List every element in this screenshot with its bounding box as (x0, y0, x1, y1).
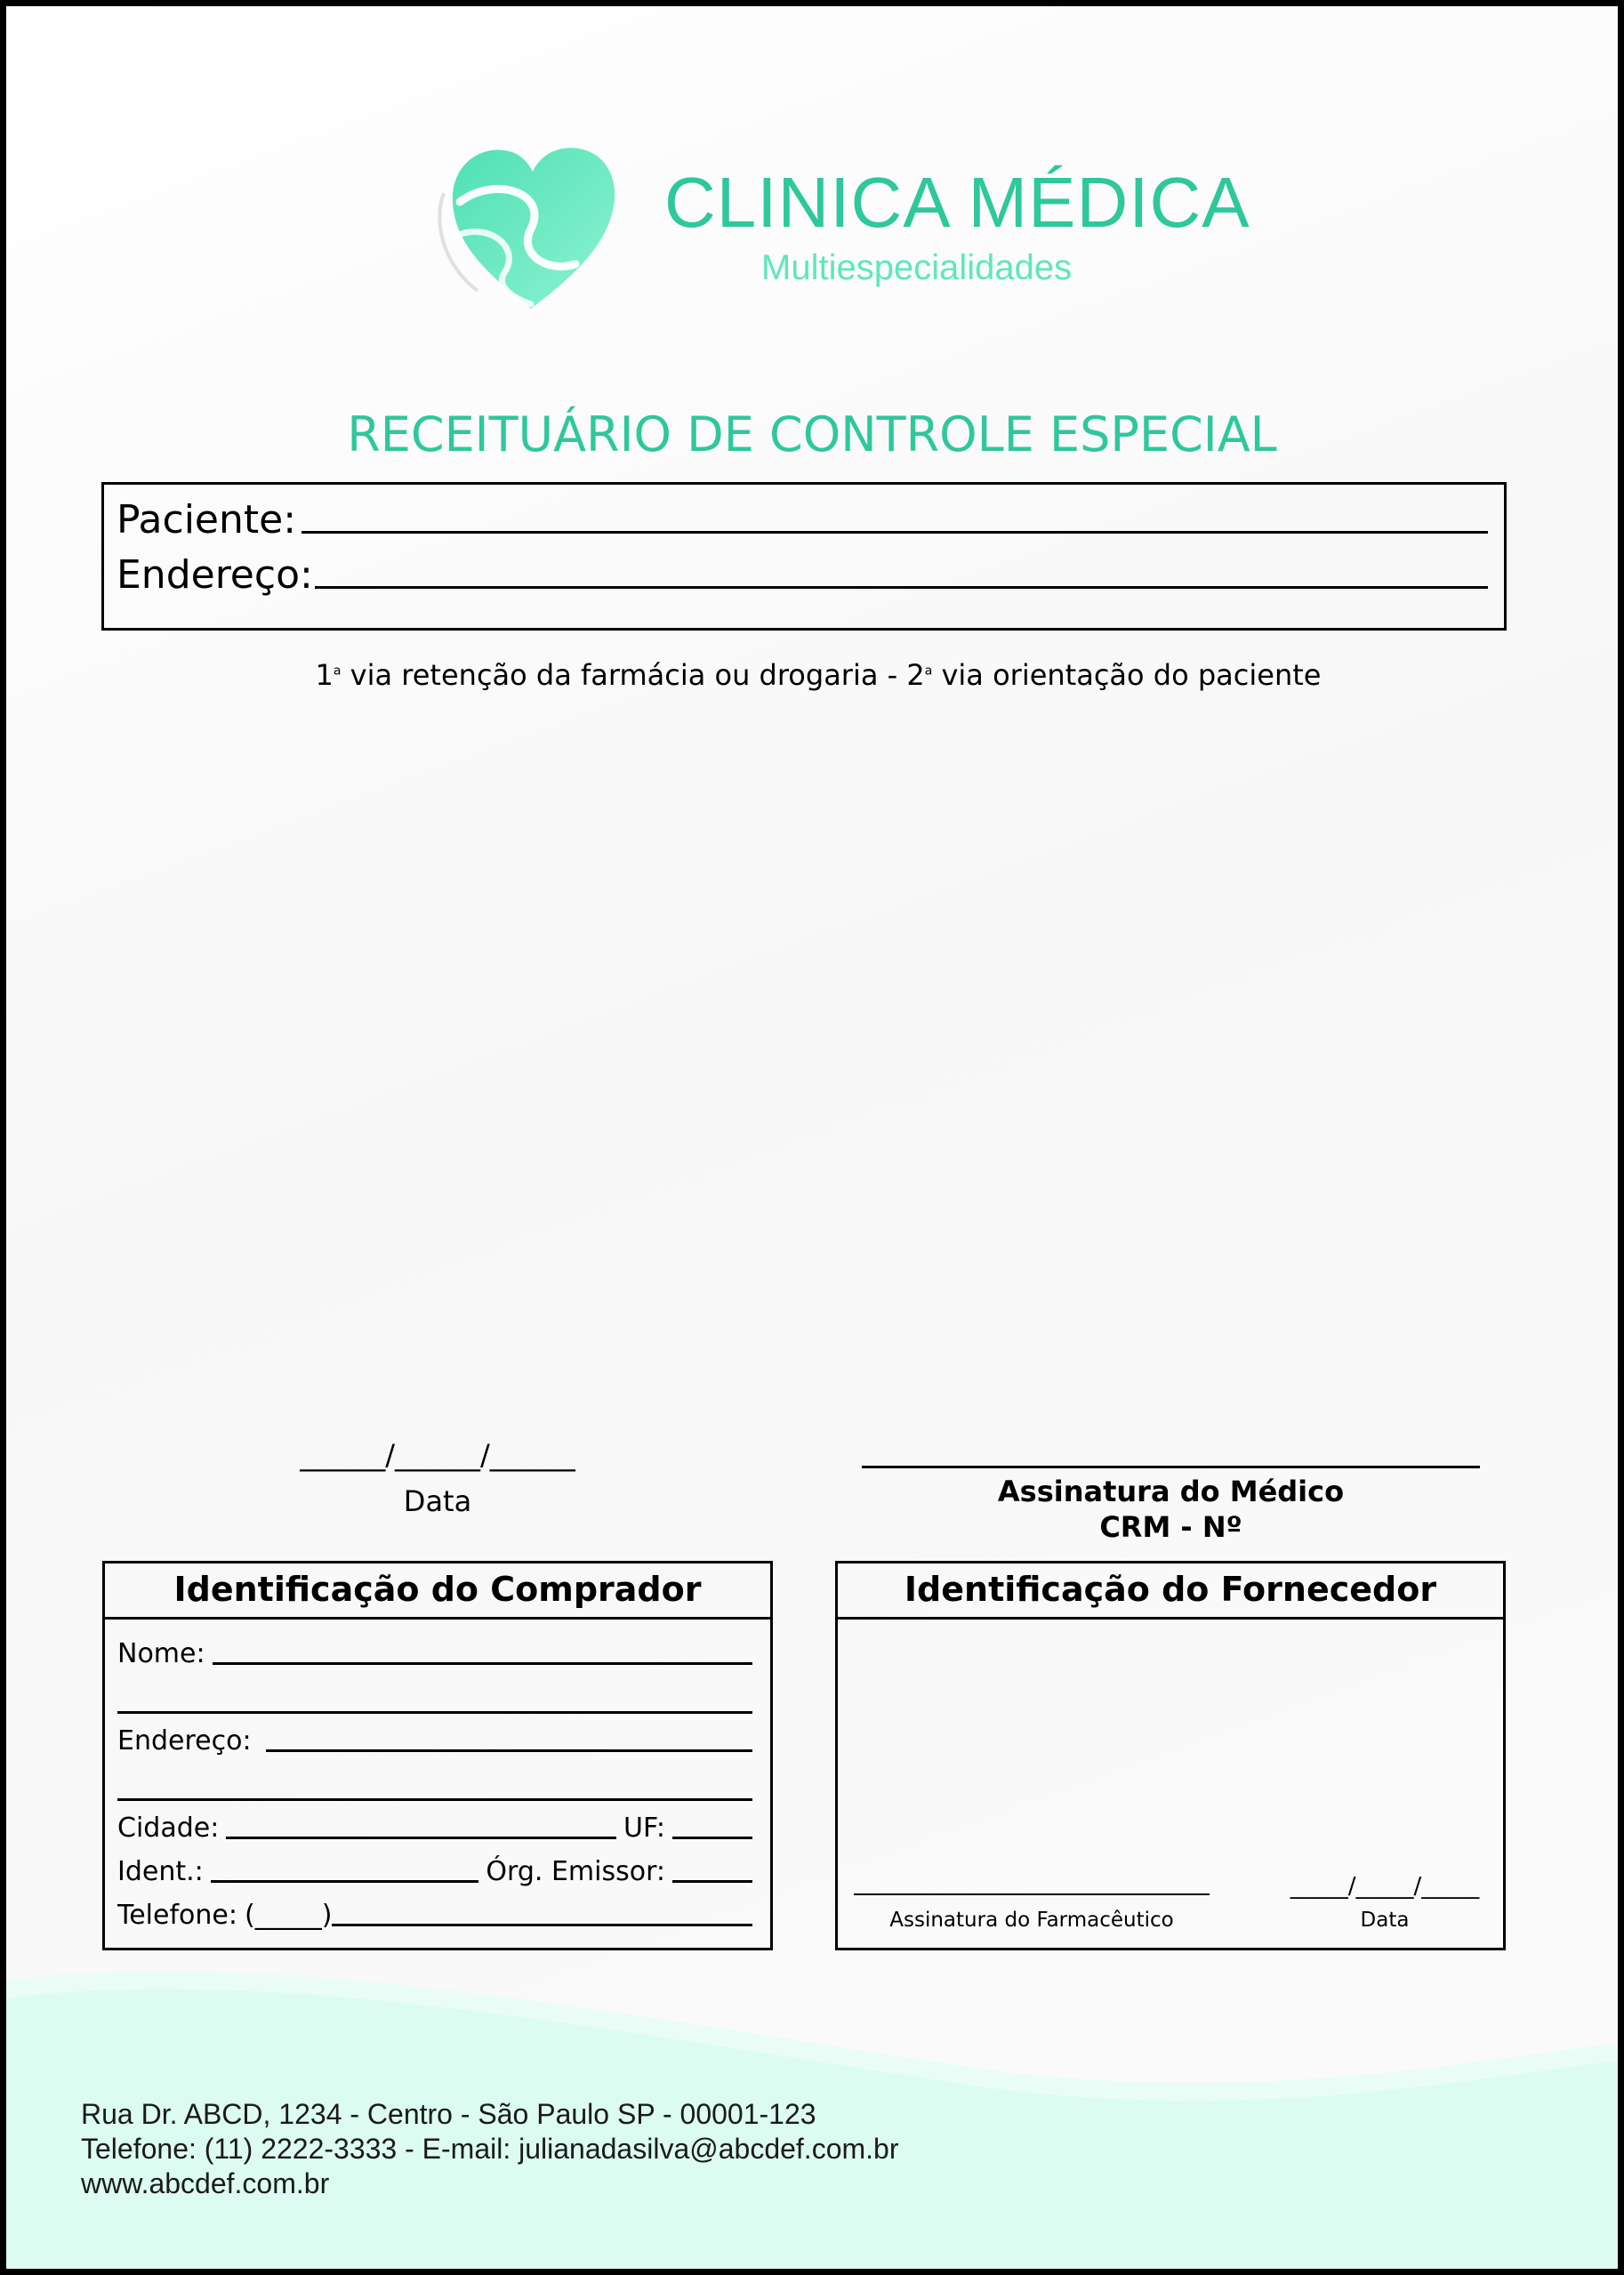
footer-website[interactable]: www.abcdef.com.br (81, 2167, 330, 2199)
buyer-phone-prefix[interactable]: (_____) (244, 1900, 333, 1931)
via-first-sup: a (333, 663, 342, 679)
buyer-city-line[interactable] (226, 1837, 616, 1839)
buyer-issuer-label: Órg. Emissor: (486, 1856, 665, 1887)
buyer-uf-label: UF: (623, 1813, 665, 1844)
buyer-name-line[interactable] (213, 1662, 752, 1665)
address-label: Endereço: (117, 552, 313, 598)
address-blank-line[interactable] (315, 586, 1488, 589)
buyer-name-field[interactable] (117, 1638, 752, 1669)
buyer-phone-line[interactable] (332, 1924, 752, 1926)
via-second-text: via orientação do paciente (932, 658, 1322, 692)
heart-logo-icon (433, 140, 629, 318)
date-blank[interactable]: ______/______/______ (300, 1438, 575, 1472)
via-second-sup: a (924, 663, 933, 679)
patient-label: Paciente: (117, 497, 297, 543)
buyer-phone-field[interactable] (117, 1900, 752, 1931)
patient-field[interactable] (117, 497, 1488, 543)
buyer-uf-line[interactable] (672, 1837, 752, 1839)
buyer-address-label: Endereço: (117, 1725, 252, 1756)
buyer-city-field[interactable] (117, 1813, 752, 1844)
buyer-address-line[interactable] (266, 1749, 752, 1752)
supplier-date-label: Data (1360, 1909, 1410, 1932)
buyer-address-line-2[interactable] (117, 1770, 752, 1805)
buyer-issuer-line[interactable] (672, 1880, 752, 1883)
address-field[interactable] (117, 552, 1488, 598)
buyer-ident-field[interactable] (117, 1856, 752, 1887)
doctor-signature-line[interactable] (862, 1466, 1480, 1468)
date-label: Data (403, 1484, 472, 1518)
buyer-address-field[interactable] (117, 1725, 752, 1756)
buyer-name-line-2-blank[interactable] (117, 1711, 752, 1714)
pharmacist-signature-line[interactable] (854, 1893, 1210, 1895)
buyer-address-line-2-blank[interactable] (117, 1798, 752, 1801)
via-first-number: 1 (315, 658, 334, 692)
buyer-ident-label: Ident.: (117, 1856, 204, 1887)
pharmacist-signature-label: Assinatura do Farmacêutico (889, 1909, 1174, 1932)
buyer-ident-line[interactable] (211, 1880, 479, 1883)
brand-name: CLINICA MÉDICA (664, 163, 1250, 242)
buyer-title: Identificação do Comprador (105, 1564, 770, 1620)
document-title: RECEITUÁRIO DE CONTROLE ESPECIAL (347, 406, 1277, 462)
supplier-title: Identificação do Fornecedor (838, 1564, 1503, 1620)
buyer-box (102, 1561, 773, 1950)
supplier-date-blank[interactable]: _____/_____/_____ (1290, 1873, 1480, 1900)
buyer-city-label: Cidade: (117, 1813, 220, 1844)
brand-subtitle: Multiespecialidades (761, 248, 1073, 287)
via-second-number: 2 (906, 658, 925, 692)
supplier-box (835, 1561, 1506, 1950)
footer-contact: Telefone: (11) 2222-3333 - E-mail: julianadasilva@abcdef.com.br (81, 2133, 899, 2165)
patient-blank-line[interactable] (301, 531, 1488, 534)
patient-box (101, 482, 1507, 631)
buyer-name-label: Nome: (117, 1638, 205, 1669)
crm-label: CRM - Nº (1099, 1510, 1242, 1544)
footer-address: Rua Dr. ABCD, 1234 - Centro - São Paulo SP - 00001-123 (81, 2098, 816, 2130)
via-first-text: via retenção da farmácia ou drogaria - (341, 658, 907, 692)
doctor-signature-label: Assinatura do Médico (997, 1475, 1345, 1508)
via-note (6, 658, 1624, 692)
buyer-name-line-2[interactable] (117, 1683, 752, 1718)
buyer-phone-label: Telefone: (117, 1900, 237, 1931)
